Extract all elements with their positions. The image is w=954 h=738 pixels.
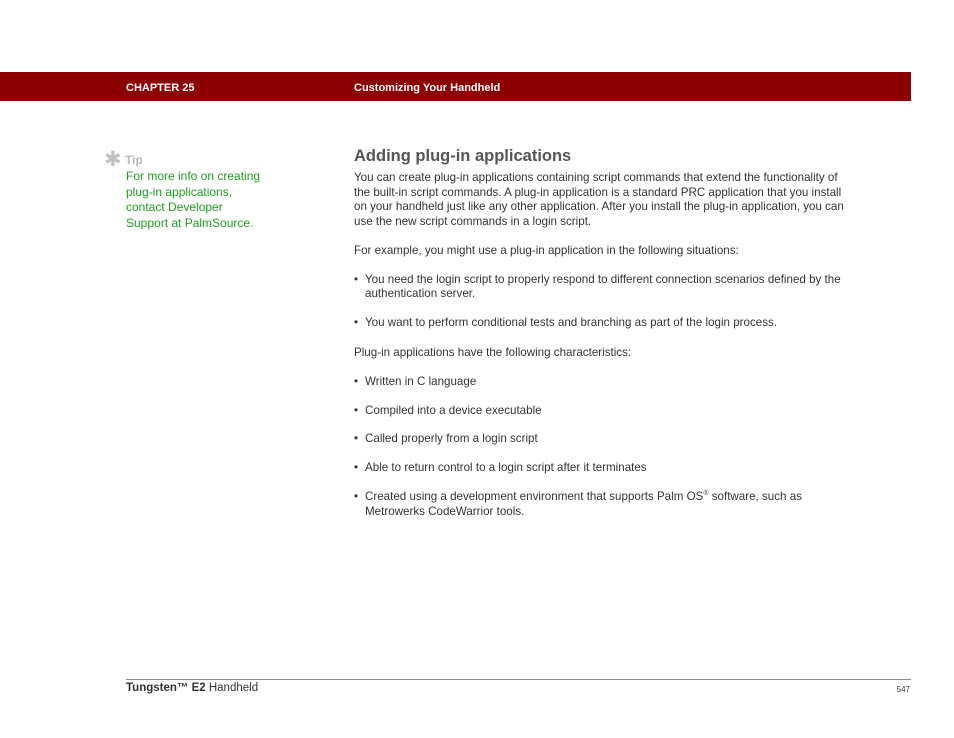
main-content bbox=[354, 146, 910, 520]
chapter-title: Customizing Your Handheld bbox=[354, 82, 501, 94]
bullet-marker: • bbox=[354, 316, 359, 330]
list-item-text: Written in C language bbox=[365, 374, 477, 388]
text-line: on your handheld just like any other application. After you install the plug-in application, you can bbox=[354, 200, 844, 214]
tip-line: plug-in applications, bbox=[126, 184, 233, 199]
tip-line: Support at PalmSource. bbox=[126, 215, 254, 230]
text-line: software, such as bbox=[708, 490, 802, 504]
list-item bbox=[354, 490, 910, 519]
characteristics-intro: Plug-in applications have the following characteristics: bbox=[354, 345, 632, 359]
text-line: the built-in script commands. A plug-in application is a standard PRC application that you install bbox=[354, 185, 842, 199]
intro-paragraph bbox=[354, 171, 910, 229]
bullet-marker: • bbox=[354, 432, 359, 446]
text-line: You need the login script to properly respond to different connection scenarios defined by the bbox=[365, 272, 841, 286]
chapter-header-bar bbox=[0, 72, 911, 101]
chapter-number: CHAPTER 25 bbox=[126, 82, 195, 94]
list-item bbox=[354, 316, 910, 331]
section-title: Adding plug-in applications bbox=[354, 147, 572, 165]
registered-mark: ® bbox=[703, 490, 709, 498]
list-item-text: Able to return control to a login script after it terminates bbox=[365, 461, 647, 475]
footer-product bbox=[126, 682, 258, 694]
list-item bbox=[354, 273, 910, 302]
bullet-marker: • bbox=[354, 461, 359, 475]
bullet-marker: • bbox=[354, 272, 359, 286]
example-intro: For example, you might use a plug-in application in the following situations: bbox=[354, 243, 739, 257]
text-line: Created using a development environment that supports Palm OS bbox=[365, 490, 704, 504]
page-number: 547 bbox=[896, 685, 910, 694]
text-line: use the new script commands in a login script. bbox=[354, 214, 592, 228]
list-item bbox=[354, 461, 910, 476]
list-item bbox=[354, 404, 910, 419]
tip-label: Tip bbox=[125, 153, 143, 167]
footer-divider bbox=[126, 679, 911, 680]
text-line: You can create plug-in applications containing script commands that extend the functionality of bbox=[354, 171, 838, 184]
product-brand: Tungsten™ E2 bbox=[126, 682, 206, 694]
text-line: authentication server. bbox=[365, 287, 476, 301]
bullet-marker: • bbox=[354, 403, 359, 417]
tip-line: contact Developer bbox=[126, 200, 223, 214]
list-item bbox=[354, 375, 910, 390]
tip-text[interactable] bbox=[126, 169, 286, 231]
list-item-text: Compiled into a device executable bbox=[365, 403, 542, 417]
text-line: Metrowerks CodeWarrior tools. bbox=[365, 505, 525, 519]
list-item-text: Called properly from a login script bbox=[365, 432, 538, 446]
text-line: You want to perform conditional tests and branching as part of the login process. bbox=[365, 316, 778, 330]
list-item bbox=[354, 432, 910, 447]
bullet-marker: • bbox=[354, 490, 359, 504]
asterisk-icon: ✱ bbox=[104, 148, 122, 171]
bullet-marker: • bbox=[354, 374, 359, 388]
tip-line: For more info on creating bbox=[126, 169, 261, 183]
product-suffix: Handheld bbox=[205, 682, 259, 694]
